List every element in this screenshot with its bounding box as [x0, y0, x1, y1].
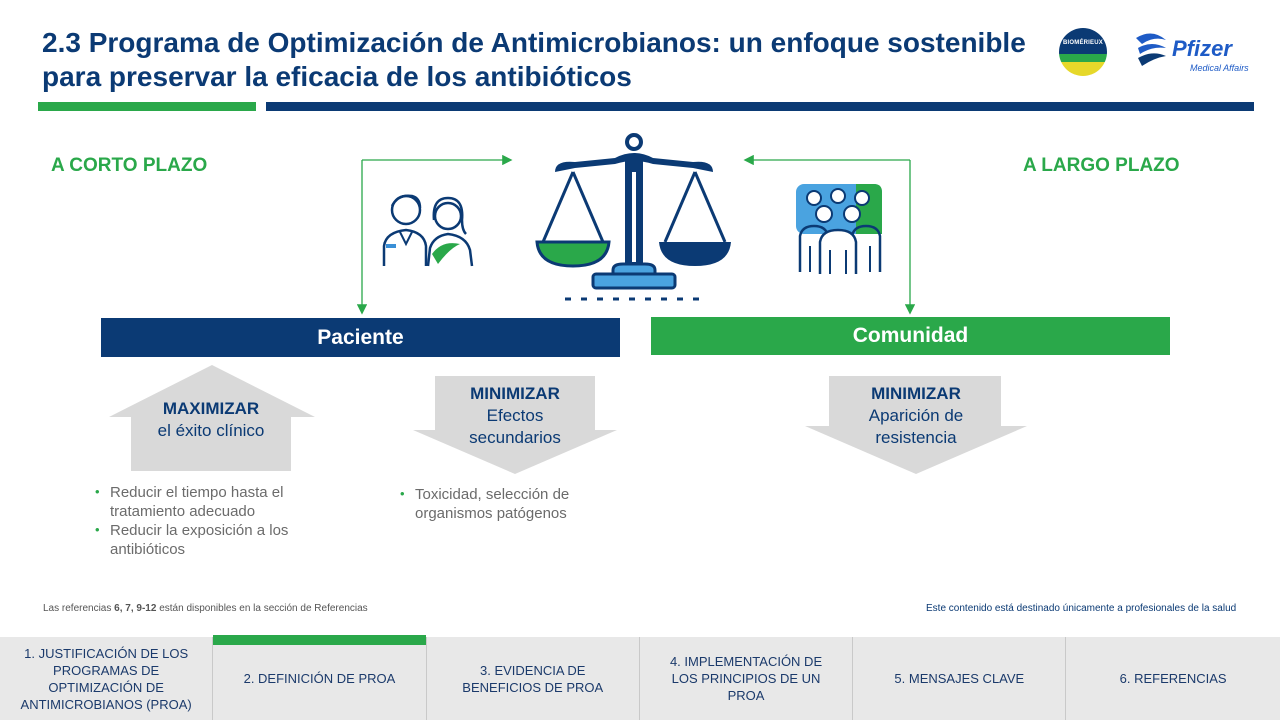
- nav-tab-definicion[interactable]: 2. DEFINICIÓN DE PROA: [213, 637, 426, 720]
- pfizer-wordmark: Pfizer: [1172, 36, 1232, 61]
- list-item: • Toxicidad, selección de organismos patógenos: [400, 485, 600, 523]
- nav-tab-mensajes-clave[interactable]: 5. MENSAJES CLAVE: [853, 637, 1066, 720]
- minimize-resistance-object: Aparición de resistencia: [868, 406, 964, 447]
- maximize-object: el éxito clínico: [157, 421, 265, 440]
- minimize-bullet-list: [400, 485, 600, 523]
- long-term-label: A LARGO PLAZO: [1023, 155, 1180, 176]
- list-item: • Reducir la exposición a los antibióticos: [95, 521, 320, 559]
- patient-band: Paciente: [101, 318, 620, 357]
- nav-tab-justificacion[interactable]: 1. JUSTIFICACIÓN DE LOS PROGRAMAS DE OPTIMIZACIÓN DE ANTIMICROBIANOS (PROA): [0, 637, 213, 720]
- nav-tab-evidencia[interactable]: 3. EVIDENCIA DE BENEFICIOS DE PROA: [427, 637, 640, 720]
- list-item: • Reducir el tiempo hasta el tratamiento adecuado: [95, 483, 320, 521]
- references-note: Las referencias 6, 7, 9-12 están disponibles en la sección de Referencias: [43, 603, 368, 614]
- maximize-verb: MAXIMIZAR: [162, 399, 260, 418]
- community-group-icon: [796, 184, 884, 276]
- balance-scale-icon: [535, 132, 735, 304]
- nav-tab-implementacion[interactable]: 4. IMPLEMENTACIÓN DE LOS PRINCIPIOS DE UN PROA: [640, 637, 853, 720]
- maximize-bullet-list: [95, 483, 320, 559]
- biomerieux-logo-text: BIOMÉRIEUX: [1059, 28, 1107, 54]
- professional-disclaimer: Este contenido está destinado únicamente a profesionales de la salud: [926, 603, 1237, 614]
- page-title: 2.3 Programa de Optimización de Antimicrobianos: un enfoque sostenible para preservar la eficacia de los antibióticos: [42, 27, 1026, 92]
- section-navigation: [0, 637, 1280, 720]
- community-band: Comunidad: [651, 317, 1170, 355]
- references-numbers: 6, 7, 9-12: [114, 603, 157, 614]
- nav-tab-referencias[interactable]: 6. REFERENCIAS: [1119, 671, 1227, 686]
- maximize-label: [131, 398, 291, 442]
- minimize-side-effects-object: Efectos secundarios: [469, 406, 561, 447]
- doctor-patient-icon: [378, 188, 478, 270]
- pfizer-subtitle: Medical Affairs: [1190, 63, 1249, 73]
- short-term-label: A CORTO PLAZO: [51, 155, 208, 176]
- minimize-side-effects-verb: MINIMIZAR: [470, 384, 560, 403]
- minimize-side-effects-label: [425, 383, 605, 449]
- minimize-resistance-label: [836, 383, 996, 449]
- minimize-resistance-verb: MINIMIZAR: [871, 384, 961, 403]
